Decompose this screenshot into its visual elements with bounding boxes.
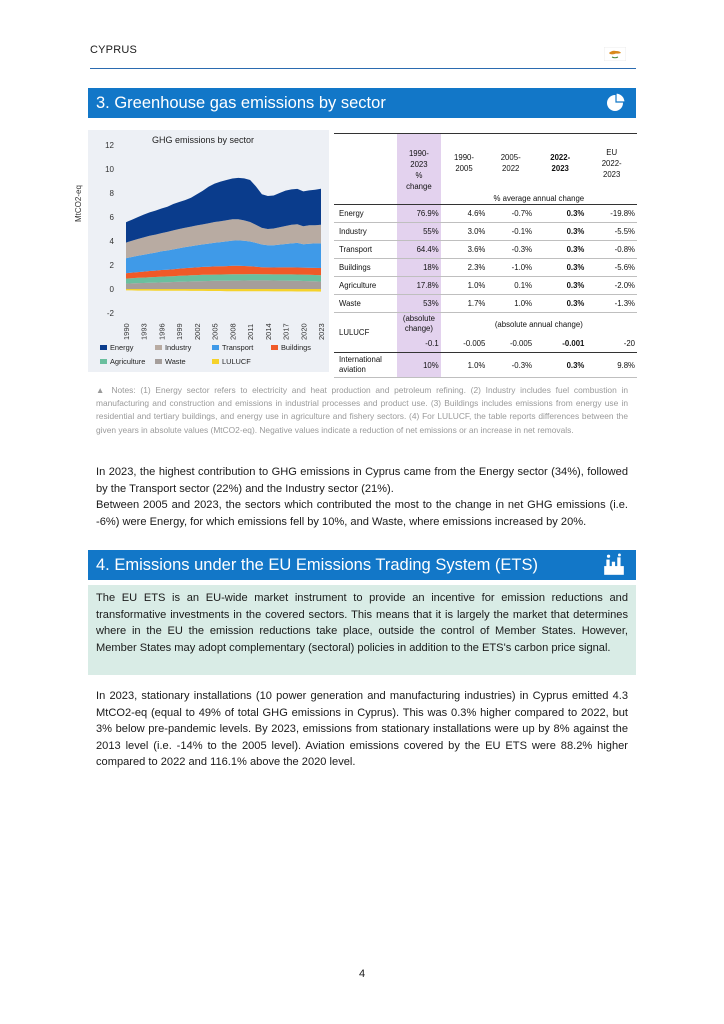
y-tick-label: 8 <box>109 189 114 198</box>
legend-energy: Energy <box>100 343 133 352</box>
ghg-area-chart <box>88 130 329 372</box>
y-axis-label: MtCO2-eq <box>74 185 83 222</box>
x-tick-label: 1999 <box>175 323 185 340</box>
x-tick-label: 1993 <box>139 323 149 340</box>
ghg-change-table <box>334 133 637 378</box>
triangle-icon: ▲ <box>96 385 112 395</box>
page-number: 4 <box>358 968 366 980</box>
x-tick-label: 2002 <box>192 323 202 340</box>
legend-industry: Industry <box>155 343 191 352</box>
x-tick-label: 2017 <box>281 323 291 340</box>
table-row: Waste 53% 1.7% 1.0% 0.3% -1.3% <box>334 295 637 313</box>
ets-summary-text: In 2023, stationary installations (10 power generation and manufacturing industries) in Cyprus emitted 4.3 MtCO2-eq (equal to 49% of total GHG emissions in Cyprus). This was 0.3% higher compared to 2022, but 3% below pre-pandemic levels. By 2023, emissions from stationary installations were up by 8% against the 2013 level (i.e. -14% to the 2005 level). Aviation emissions covered by the EU ETS were 88.2% higher compared to 2022 and 116.1% above the 2020 level. <box>96 690 628 768</box>
table-row-aviation: International aviation 10% 1.0% -0.3% 0.3% 9.8% <box>334 353 637 378</box>
y-tick-label: 2 <box>109 261 114 270</box>
table-subheader-row <box>334 192 637 205</box>
x-tick-label: 1990 <box>122 323 131 340</box>
section-4-title: 4. Emissions under the EU Emissions Trading System (ETS) <box>96 556 538 574</box>
x-tick-label: 2008 <box>228 323 238 340</box>
legend-waste: Waste <box>155 357 186 366</box>
country-header: CYPRUS <box>90 44 138 56</box>
x-tick-label: 2014 <box>263 323 273 340</box>
x-tick-label: 2005 <box>210 323 220 340</box>
y-tick-label: 0 <box>109 285 114 294</box>
section-3-header <box>88 88 636 118</box>
chart-title: GHG emissions by sector <box>152 135 255 145</box>
x-tick-label: 2011 <box>246 323 256 340</box>
y-tick-label: 6 <box>109 213 114 222</box>
y-tick-label: 10 <box>105 165 114 174</box>
section-4-header <box>88 550 636 580</box>
header-2022-2023: 2022- 2023 <box>534 134 586 193</box>
x-tick-label: 2020 <box>299 323 309 340</box>
legend-lulucf: LULUCF <box>212 357 251 366</box>
lulucf-annual-label: (absolute annual change) <box>494 319 583 329</box>
header-1990-2005: 1990- 2005 <box>441 134 488 193</box>
x-tick-label: 1996 <box>157 323 167 340</box>
table-row: Industry 55% 3.0% -0.1% 0.3% -5.5% <box>334 223 637 241</box>
cyprus-flag-icon <box>604 47 626 61</box>
area-lulucf <box>126 289 321 292</box>
table-row: Agriculture 17.8% 1.0% 0.1% 0.3% -2.0% <box>334 277 637 295</box>
legend-transport: Transport <box>212 343 253 352</box>
ets-info-box: The EU ETS is an EU-wide market instrument to provide an incentive for emission reductions and transformative investments in the covered sectors. This means that it is largely the market that determines where in the EU the emission reductions take place, outside the control of Member States. However, Member States may adopt complementary (sectoral) policies in addition to the ETS's carbon price signal. <box>88 585 636 675</box>
header-1990-2023: 1990- 2023 % change <box>397 134 441 193</box>
legend-agriculture: Agriculture <box>100 357 145 366</box>
lulucf-absolute-label: (absolute change) <box>397 313 441 336</box>
pie-chart-icon <box>604 92 626 114</box>
x-tick-label: 2023 <box>317 323 326 340</box>
header-rule <box>90 68 636 69</box>
chart-notes: ▲ Notes: (1) Energy sector refers to electricity and heat production and petroleum refining. (2) Industry includes fuel combustion in manufacturing and construction and emissions in industrial processes and product use. (3) Buildings includes emissions from energy use in residential and tertiary buildings, and energy use in agriculture and fishery sectors. (4) For LULUCF, the table reports differences between the given years in absolute values (MtCO2-eq). Negative values indicate a reduction of net emissions or an increase in net removals. <box>96 385 628 435</box>
ghg-chart-panel <box>74 130 329 372</box>
table-row: Buildings 18% 2.3% -1.0% 0.3% -5.6% <box>334 259 637 277</box>
sector-summary-text: In 2023, the highest contribution to GHG emissions in Cyprus came from the Energy sector (34%), followed by the Transport sector (22%) and the Industry sector (21%). Between 2005 and 2023, the sectors which contributed the most to the change in net GHG emissions (i.e. -6%) were Energy, for which emissions fell by 10%, and Waste, where emissions increased by 20%. <box>96 466 628 528</box>
factory-icon <box>602 553 626 577</box>
subheader-label: % average annual change <box>441 192 637 205</box>
table-header-row <box>334 134 637 193</box>
legend-buildings: Buildings <box>271 343 311 352</box>
y-tick-label: 4 <box>109 237 114 246</box>
header-eu-2022-2023: EU 2022- 2023 <box>586 134 637 193</box>
y-tick-label: -2 <box>106 309 114 318</box>
header-2005-2022: 2005- 2022 <box>487 134 534 193</box>
table-row: Transport 64.4% 3.6% -0.3% 0.3% -0.8% <box>334 241 637 259</box>
table-row-lulucf: -0.1 -0.005 -0.005 -0.001 -20 <box>334 335 637 353</box>
table-row-lulucf-header: LULUCF (absolute change) (absolute annual change) <box>334 313 637 336</box>
y-tick-label: 12 <box>105 141 114 150</box>
table-row: Energy 76.9% 4.6% -0.7% 0.3% -19.8% <box>334 205 637 223</box>
section-3-title: 3. Greenhouse gas emissions by sector <box>96 94 386 112</box>
